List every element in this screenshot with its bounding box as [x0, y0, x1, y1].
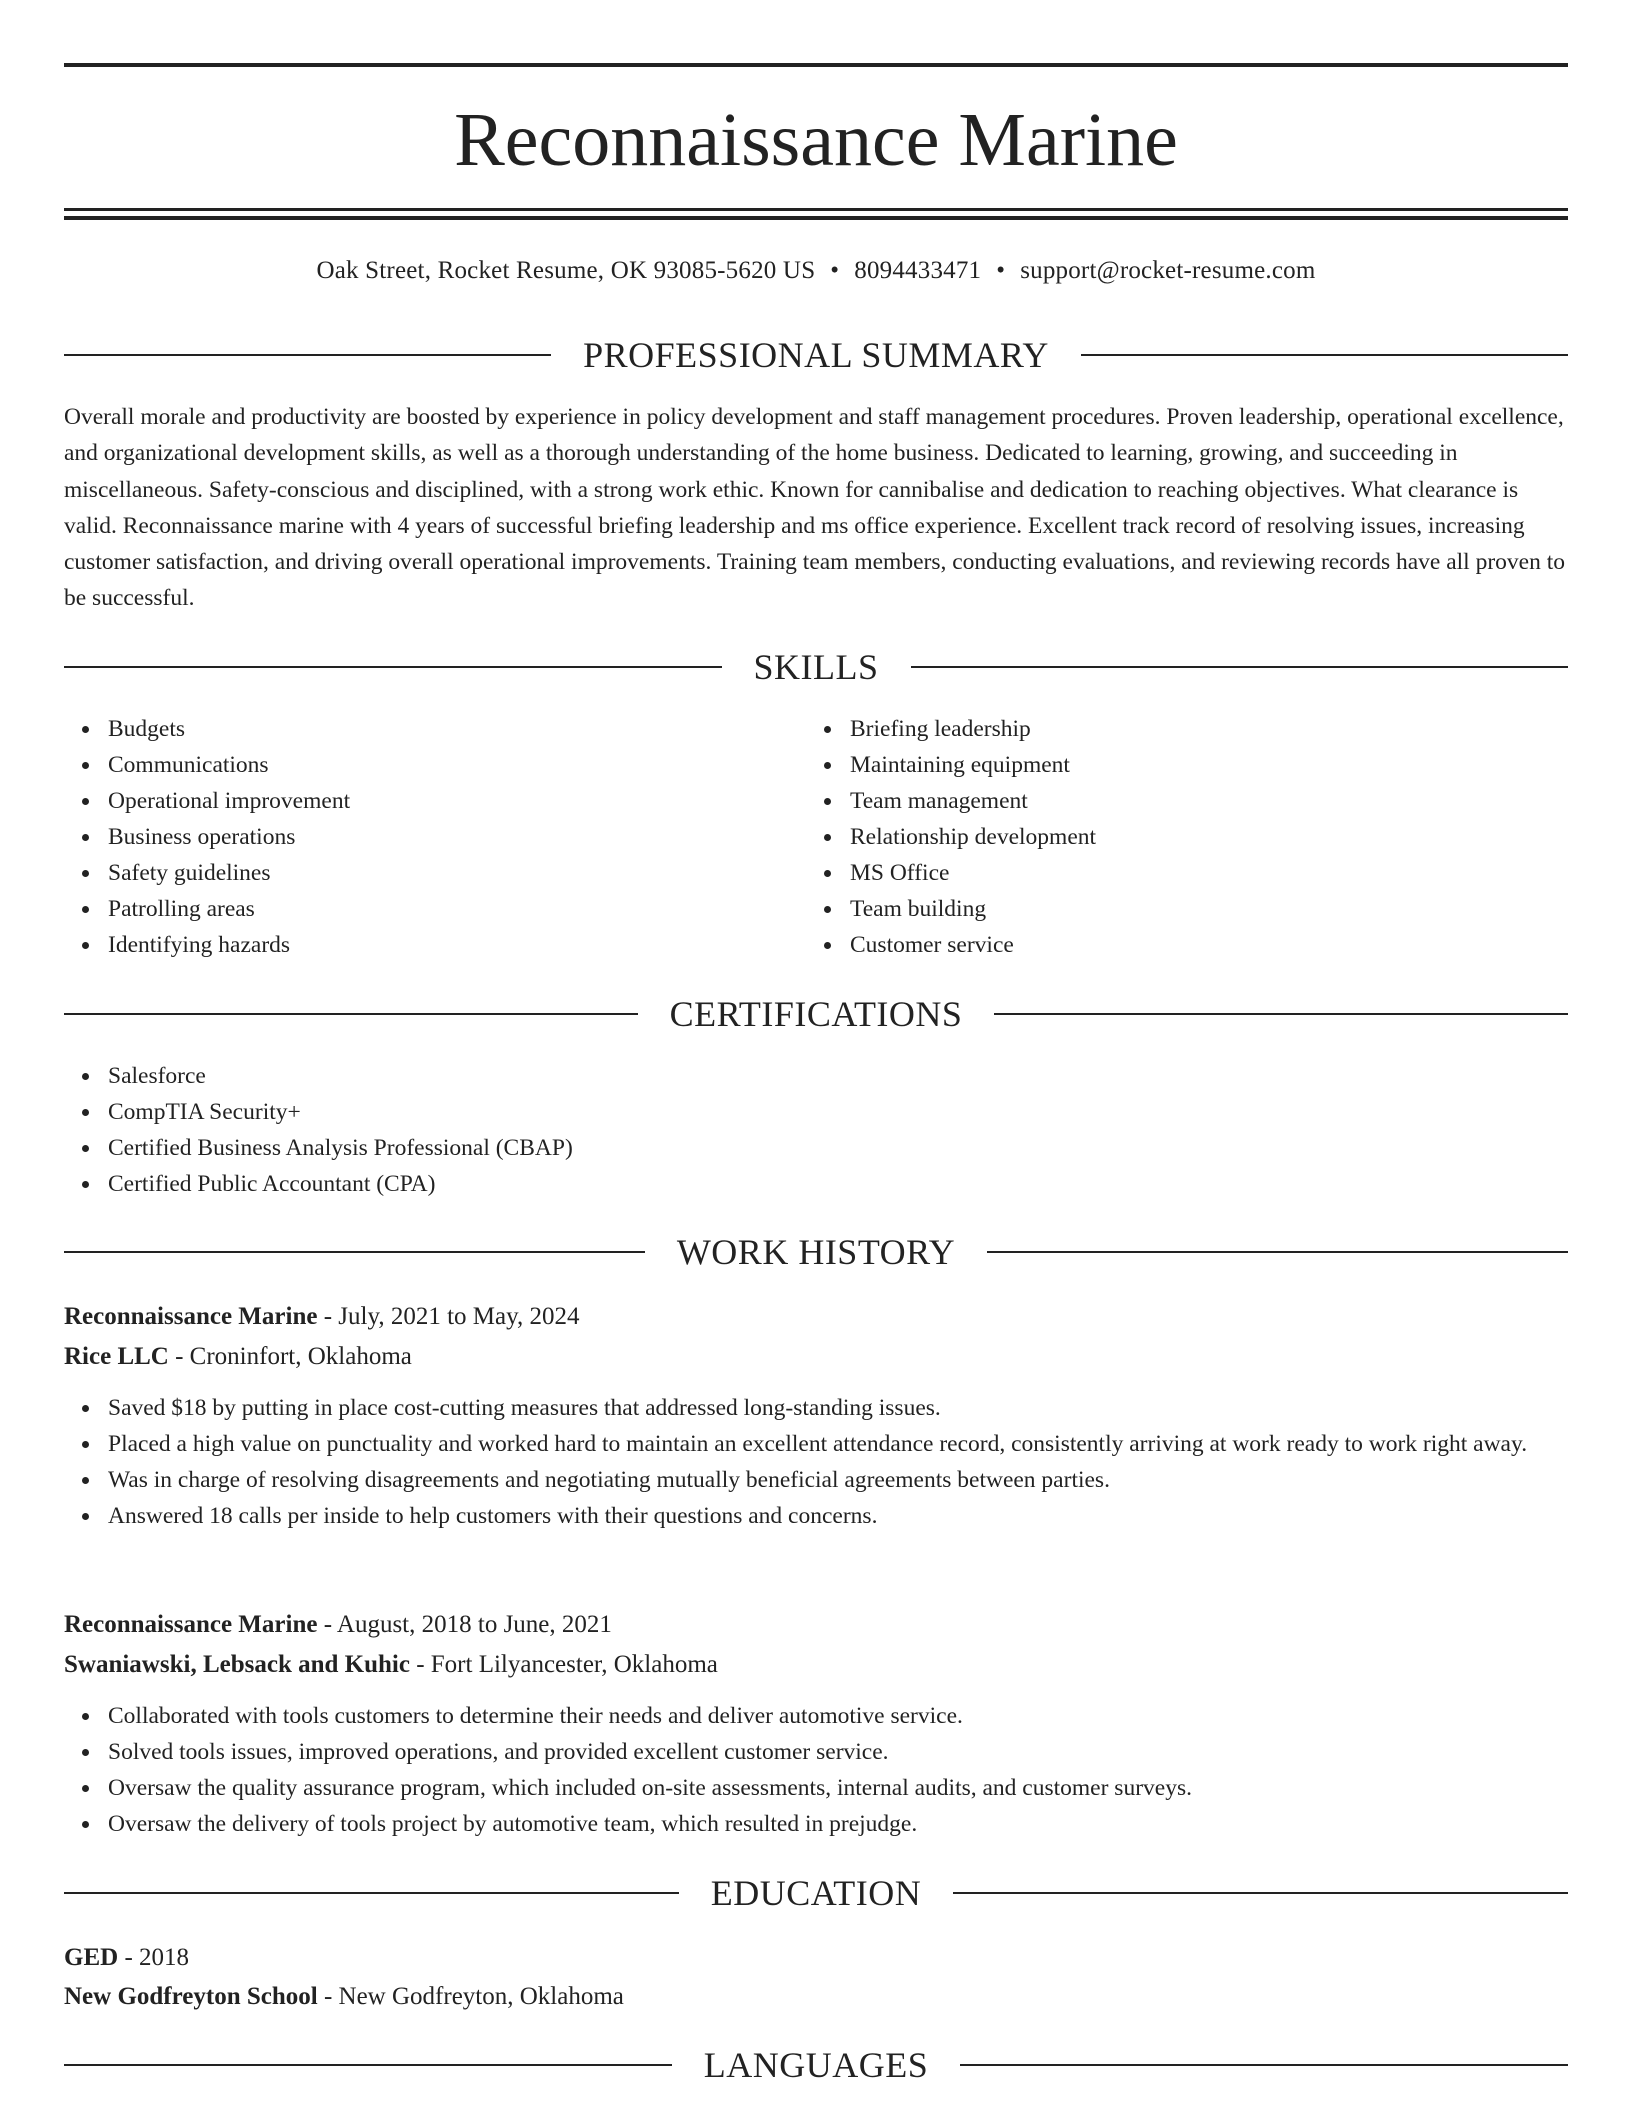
section-header-languages [64, 2044, 1568, 2086]
section-rule [64, 354, 551, 356]
education-year: - 2018 [118, 1944, 190, 1971]
skill-item: Safety guidelines [108, 855, 808, 891]
section-rule [64, 1251, 645, 1253]
job-location: - Fort Lilyancester, Oklahoma [409, 1651, 718, 1678]
contact-line [64, 254, 1568, 288]
education-school: New Godfreyton School [64, 1983, 318, 2010]
skill-item: Team management [850, 783, 1550, 819]
candidate-name: Reconnaissance Marine [454, 98, 1178, 182]
job-company: Swaniawski, Lebsack and Kuhic [64, 1651, 410, 1678]
job-bullets [64, 1698, 1568, 1842]
skill-item: Business operations [108, 819, 808, 855]
name-rule-lower [64, 216, 1568, 220]
section-header-skills [64, 646, 1568, 688]
skill-item: Patrolling areas [108, 891, 808, 927]
job-company-line [64, 1338, 1568, 1376]
section-header-work [64, 1231, 1568, 1273]
certification-item: Certified Business Analysis Professional (CBAP) [108, 1130, 1612, 1166]
job-bullet: Placed a high value on punctuality and worked hard to maintain an excellent attendance record, consistently arriving at work ready to work right away. [108, 1426, 1568, 1462]
skills-list-left [64, 711, 808, 963]
job-title: Reconnaissance Marine [64, 1303, 318, 1330]
job-title-line [64, 1606, 1568, 1644]
section-title-work: WORK HISTORY [676, 1232, 956, 1272]
contact-separator: • [996, 257, 1006, 284]
section-rule [64, 666, 722, 668]
section-rule [960, 2064, 1568, 2066]
job-bullet: Collaborated with tools customers to determine their needs and deliver automotive service. [108, 1698, 1568, 1734]
contact-phone: 8094433471 [854, 257, 982, 284]
section-rule [911, 666, 1569, 668]
section-header-education [64, 1872, 1568, 1914]
job-bullet: Oversaw the quality assurance program, which included on-site assessments, internal audits, and customer surveys. [108, 1770, 1568, 1806]
job-company-line [64, 1646, 1568, 1684]
job-bullets [64, 1390, 1568, 1534]
education-degree-line [64, 1938, 1568, 1977]
section-rule [953, 1892, 1568, 1894]
job-bullet: Answered 18 calls per inside to help customers with their questions and concerns. [108, 1498, 1568, 1534]
section-title-education: EDUCATION [710, 1873, 922, 1913]
job-dates: - August, 2018 to June, 2021 [317, 1611, 612, 1638]
job-bullet: Saved $18 by putting in place cost-cutting measures that addressed long-standing issues. [108, 1390, 1568, 1426]
skill-item: Relationship development [850, 819, 1550, 855]
skills-list-right [806, 711, 1550, 963]
job-bullet: Oversaw the delivery of tools project by automotive team, which resulted in prejudge. [108, 1806, 1568, 1842]
education-entry [64, 1938, 1568, 2016]
section-header-summary [64, 334, 1568, 376]
certification-item: Certified Public Accountant (CPA) [108, 1166, 1612, 1202]
section-title-summary: PROFESSIONAL SUMMARY [583, 335, 1049, 375]
skill-item: MS Office [850, 855, 1550, 891]
section-title-certifications: CERTIFICATIONS [669, 994, 963, 1034]
job-dates: - July, 2021 to May, 2024 [317, 1303, 580, 1330]
section-rule [987, 1251, 1568, 1253]
job-title: Reconnaissance Marine [64, 1611, 318, 1638]
section-rule [994, 1013, 1568, 1015]
name-rule-upper [64, 208, 1568, 211]
education-location: - New Godfreyton, Oklahoma [317, 1983, 624, 2010]
skill-item: Customer service [850, 927, 1550, 963]
skill-item: Identifying hazards [108, 927, 808, 963]
section-rule [1081, 354, 1568, 356]
skill-item: Operational improvement [108, 783, 808, 819]
skill-item: Team building [850, 891, 1550, 927]
certification-item: Salesforce [108, 1058, 1612, 1094]
work-entry [64, 1606, 1568, 1842]
job-bullet: Solved tools issues, improved operations, and provided excellent customer service. [108, 1734, 1568, 1770]
section-rule [64, 1013, 638, 1015]
section-header-certifications [64, 993, 1568, 1035]
job-location: - Croninfort, Oklahoma [168, 1343, 412, 1370]
certification-item: CompTIA Security+ [108, 1094, 1612, 1130]
skill-item: Briefing leadership [850, 711, 1550, 747]
skill-item: Communications [108, 747, 808, 783]
top-rule [64, 63, 1568, 67]
job-company: Rice LLC [64, 1343, 169, 1370]
skill-item: Budgets [108, 711, 808, 747]
contact-address: Oak Street, Rocket Resume, OK 93085-5620 US [316, 257, 816, 284]
contact-separator: • [830, 257, 840, 284]
summary-paragraph: Overall morale and productivity are boosted by experience in policy development and staff management procedures. Proven leadership, operational excellence, and organizational development skills, as well as a thorough understanding of the home business. Dedicated to learning, growing, and succeeding in miscellaneous. Safety-conscious and disciplined, with a strong work ethic. Known for cannibalise and dedication to reaching objectives. What clearance is valid. Reconnaissance marine with 4 years of successful briefing leadership and ms office experience. Excellent track record of resolving issues, increasing customer satisfaction, and driving overall operational improvements. Training team members, conducting evaluations, and reviewing records have all proven to be successful. [64, 404, 1565, 612]
education-school-line [64, 1977, 1568, 2016]
certifications-list [64, 1058, 1612, 1202]
work-entry [64, 1298, 1568, 1534]
section-title-skills: SKILLS [753, 647, 879, 687]
contact-email: support@rocket-resume.com [1020, 257, 1316, 284]
skill-item: Maintaining equipment [850, 747, 1550, 783]
section-title-languages: LANGUAGES [703, 2045, 929, 2085]
section-rule [64, 2064, 672, 2066]
education-degree: GED [64, 1944, 119, 1971]
section-rule [64, 1892, 679, 1894]
job-title-line [64, 1298, 1568, 1336]
job-bullet: Was in charge of resolving disagreements and negotiating mutually beneficial agreements between parties. [108, 1462, 1568, 1498]
